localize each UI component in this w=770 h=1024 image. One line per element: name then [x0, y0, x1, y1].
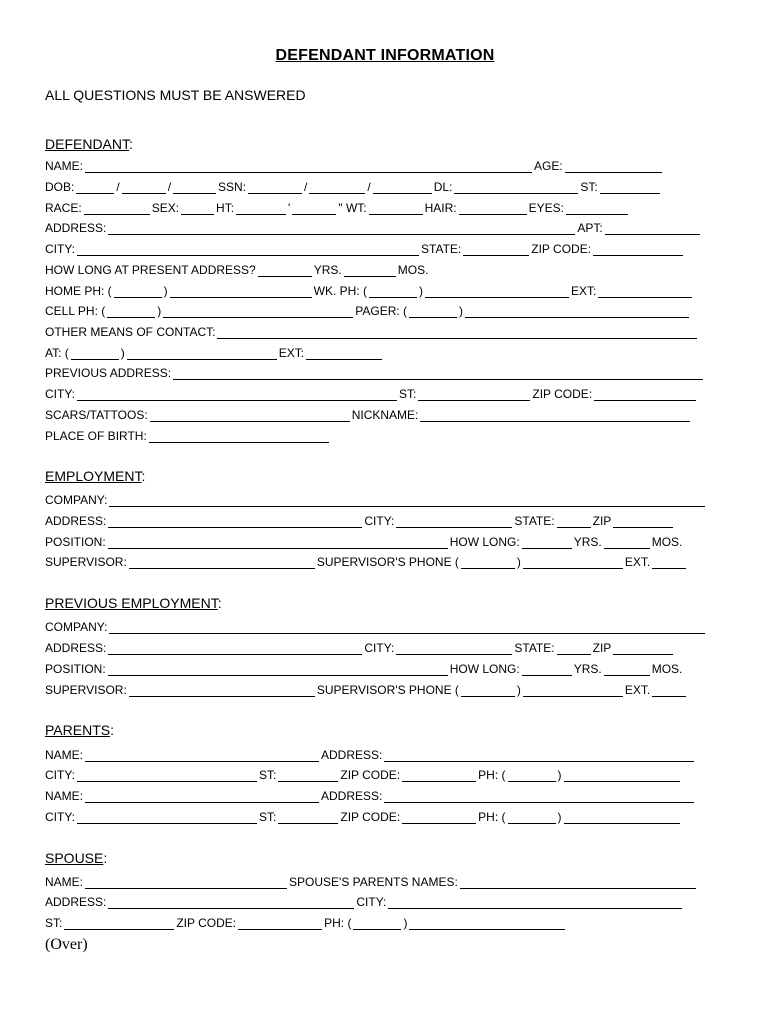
prev-employment-position-field[interactable] — [108, 663, 448, 676]
row-prev-employment-company: COMPANY: — [45, 618, 725, 634]
parent1-phone-field[interactable] — [564, 769, 680, 782]
row-place-of-birth: PLACE OF BIRTH: — [45, 427, 725, 443]
spouse-zip-field[interactable] — [238, 917, 322, 930]
previous-address-field[interactable] — [173, 367, 703, 380]
row-home-wk-ph: HOME PH: ( ) WK. PH: ( ) EXT: — [45, 282, 725, 298]
parent2-state-field[interactable] — [278, 811, 338, 824]
spouse-address-field[interactable] — [108, 896, 354, 909]
row-dob-ssn-dl: DOB: / / SSN: / / DL: ST: — [45, 178, 725, 194]
dl-state-field[interactable] — [600, 181, 660, 194]
row-address-apt: ADDRESS: APT: — [45, 219, 725, 235]
row-spouse-name: NAME: SPOUSE'S PARENTS NAMES: — [45, 873, 725, 889]
zip-code-field[interactable] — [593, 243, 683, 256]
parent2-area-code-field[interactable] — [508, 811, 556, 824]
spouse-phone-field[interactable] — [409, 917, 565, 930]
prev-employment-city-field[interactable] — [396, 642, 512, 655]
row-spouse-st-zip-ph: ST: ZIP CODE: PH: ( ) — [45, 914, 725, 930]
spouse-name-field[interactable] — [85, 876, 287, 889]
instructions: ALL QUESTIONS MUST BE ANSWERED — [45, 87, 306, 103]
row-name-age: NAME: AGE: — [45, 157, 725, 173]
employment-position-field[interactable] — [108, 536, 448, 549]
over-note: (Over) — [45, 936, 88, 953]
row-city-state-zip: CITY: STATE: ZIP CODE: — [45, 240, 725, 256]
home-area-code-field[interactable] — [114, 285, 162, 298]
race-field[interactable] — [84, 202, 150, 215]
row-spouse-address: ADDRESS: CITY: — [45, 893, 725, 909]
work-area-code-field[interactable] — [369, 285, 417, 298]
row-parent1-name: NAME: ADDRESS: — [45, 746, 725, 762]
prev-employment-supervisor-field[interactable] — [129, 684, 315, 697]
row-parent2-name: NAME: ADDRESS: — [45, 787, 725, 803]
employment-zip-field[interactable] — [613, 515, 673, 528]
row-prev-employment-address: ADDRESS: CITY: STATE: ZIP — [45, 639, 725, 655]
pager-field[interactable] — [465, 305, 689, 318]
present-months-field[interactable] — [344, 264, 396, 277]
address-field[interactable] — [108, 222, 575, 235]
employment-supervisor-ext-field[interactable] — [652, 556, 686, 569]
row-other-contact: OTHER MEANS OF CONTACT: — [45, 323, 725, 339]
spouse-city-field[interactable] — [388, 896, 682, 909]
row-employment-company: COMPANY: — [45, 491, 725, 507]
row-parent1-city: CITY: ST: ZIP CODE: PH: ( ) — [45, 766, 725, 782]
employment-company-field[interactable] — [109, 494, 705, 507]
scars-tattoos-field[interactable] — [150, 409, 350, 422]
row-race-sex-ht: RACE: SEX: HT: ' " WT: HAIR: EYES: — [45, 199, 725, 215]
spouse-area-code-field[interactable] — [353, 917, 401, 930]
sex-field[interactable] — [181, 202, 214, 215]
dob-day-field[interactable] — [122, 181, 166, 194]
prev-employment-state-field[interactable] — [557, 642, 591, 655]
employment-state-field[interactable] — [557, 515, 591, 528]
row-prev-city-st-zip: CITY: ST: ZIP CODE: — [45, 385, 725, 401]
section-heading-previous-employment: PREVIOUS EMPLOYMENT: — [45, 595, 222, 611]
cell-phone-field[interactable] — [163, 305, 353, 318]
dob-year-field[interactable] — [173, 181, 216, 194]
home-phone-field[interactable] — [170, 285, 312, 298]
employment-city-field[interactable] — [396, 515, 512, 528]
parent2-address-field[interactable] — [384, 790, 694, 803]
parent1-address-field[interactable] — [384, 749, 694, 762]
prev-employment-supervisor-phone-field[interactable] — [523, 684, 623, 697]
apt-field[interactable] — [605, 222, 700, 235]
prev-employment-company-field[interactable] — [109, 621, 705, 634]
prev-employment-years-field[interactable] — [522, 663, 572, 676]
parent1-city-field[interactable] — [77, 769, 257, 782]
weight-field[interactable] — [369, 202, 423, 215]
row-prev-employment-position: POSITION: HOW LONG: YRS. MOS. — [45, 662, 683, 676]
work-phone-field[interactable] — [425, 285, 569, 298]
previous-state-field[interactable] — [418, 388, 530, 401]
row-at-ext: AT: ( ) EXT: — [45, 344, 725, 360]
ssn-part1-field[interactable] — [248, 181, 302, 194]
prev-employment-supervisor-ext-field[interactable] — [652, 684, 686, 697]
employment-supervisor-phone-field[interactable] — [523, 556, 623, 569]
at-ext-field[interactable] — [306, 347, 382, 360]
row-cell-pager: CELL PH: ( ) PAGER: ( ) — [45, 302, 725, 318]
row-employment-supervisor: SUPERVISOR: SUPERVISOR'S PHONE ( ) EXT. — [45, 553, 725, 569]
at-phone-field[interactable] — [127, 347, 277, 360]
place-of-birth-field[interactable] — [149, 430, 329, 443]
parent1-state-field[interactable] — [278, 769, 338, 782]
nickname-field[interactable] — [420, 409, 690, 422]
dl-field[interactable] — [454, 181, 578, 194]
row-employment-position: POSITION: HOW LONG: YRS. MOS. — [45, 535, 683, 549]
spouse-state-field[interactable] — [64, 917, 174, 930]
hair-field[interactable] — [459, 202, 527, 215]
employment-supervisor-area-field[interactable] — [461, 556, 515, 569]
name-field[interactable] — [85, 160, 532, 173]
parent2-name-field[interactable] — [85, 790, 319, 803]
employment-supervisor-field[interactable] — [129, 556, 315, 569]
section-heading-defendant: DEFENDANT: — [45, 136, 133, 152]
employment-months-field[interactable] — [604, 536, 650, 549]
pager-area-code-field[interactable] — [409, 305, 457, 318]
parent1-zip-field[interactable] — [402, 769, 476, 782]
city-field[interactable] — [77, 243, 419, 256]
row-previous-address: PREVIOUS ADDRESS: — [45, 364, 725, 380]
employment-years-field[interactable] — [522, 536, 572, 549]
row-prev-employment-supervisor: SUPERVISOR: SUPERVISOR'S PHONE ( ) EXT. — [45, 681, 725, 697]
parent2-phone-field[interactable] — [564, 811, 680, 824]
row-parent2-city: CITY: ST: ZIP CODE: PH: ( ) — [45, 808, 725, 824]
row-scars-nickname: SCARS/TATTOOS: NICKNAME: — [45, 406, 725, 422]
section-heading-parents: PARENTS: — [45, 722, 114, 738]
employment-address-field[interactable] — [108, 515, 362, 528]
prev-employment-address-field[interactable] — [108, 642, 362, 655]
ssn-part2-field[interactable] — [309, 181, 365, 194]
section-heading-employment: EMPLOYMENT: — [45, 468, 146, 484]
at-area-code-field[interactable] — [71, 347, 119, 360]
other-contact-field[interactable] — [217, 326, 697, 339]
previous-zip-field[interactable] — [594, 388, 696, 401]
parent1-area-code-field[interactable] — [508, 769, 556, 782]
ssn-part3-field[interactable] — [373, 181, 432, 194]
page-title: DEFENDANT INFORMATION — [275, 47, 495, 64]
parent2-zip-field[interactable] — [402, 811, 476, 824]
row-how-long-present: HOW LONG AT PRESENT ADDRESS? YRS. MOS. — [45, 263, 429, 277]
section-heading-spouse: SPOUSE: — [45, 850, 108, 866]
prev-employment-months-field[interactable] — [604, 663, 650, 676]
state-field[interactable] — [463, 243, 529, 256]
prev-employment-supervisor-area-field[interactable] — [461, 684, 515, 697]
row-employment-address: ADDRESS: CITY: STATE: ZIP — [45, 512, 725, 528]
parent2-city-field[interactable] — [77, 811, 257, 824]
prev-employment-zip-field[interactable] — [613, 642, 673, 655]
height-feet-field[interactable] — [236, 202, 286, 215]
parent1-name-field[interactable] — [85, 749, 319, 762]
previous-city-field[interactable] — [77, 388, 397, 401]
height-inches-field[interactable] — [292, 202, 336, 215]
dob-month-field[interactable] — [76, 181, 114, 194]
eyes-field[interactable] — [566, 202, 628, 215]
present-years-field[interactable] — [258, 264, 312, 277]
age-field[interactable] — [565, 160, 662, 173]
work-ext-field[interactable] — [598, 285, 692, 298]
cell-area-code-field[interactable] — [107, 305, 155, 318]
spouse-parents-names-field[interactable] — [460, 876, 696, 889]
